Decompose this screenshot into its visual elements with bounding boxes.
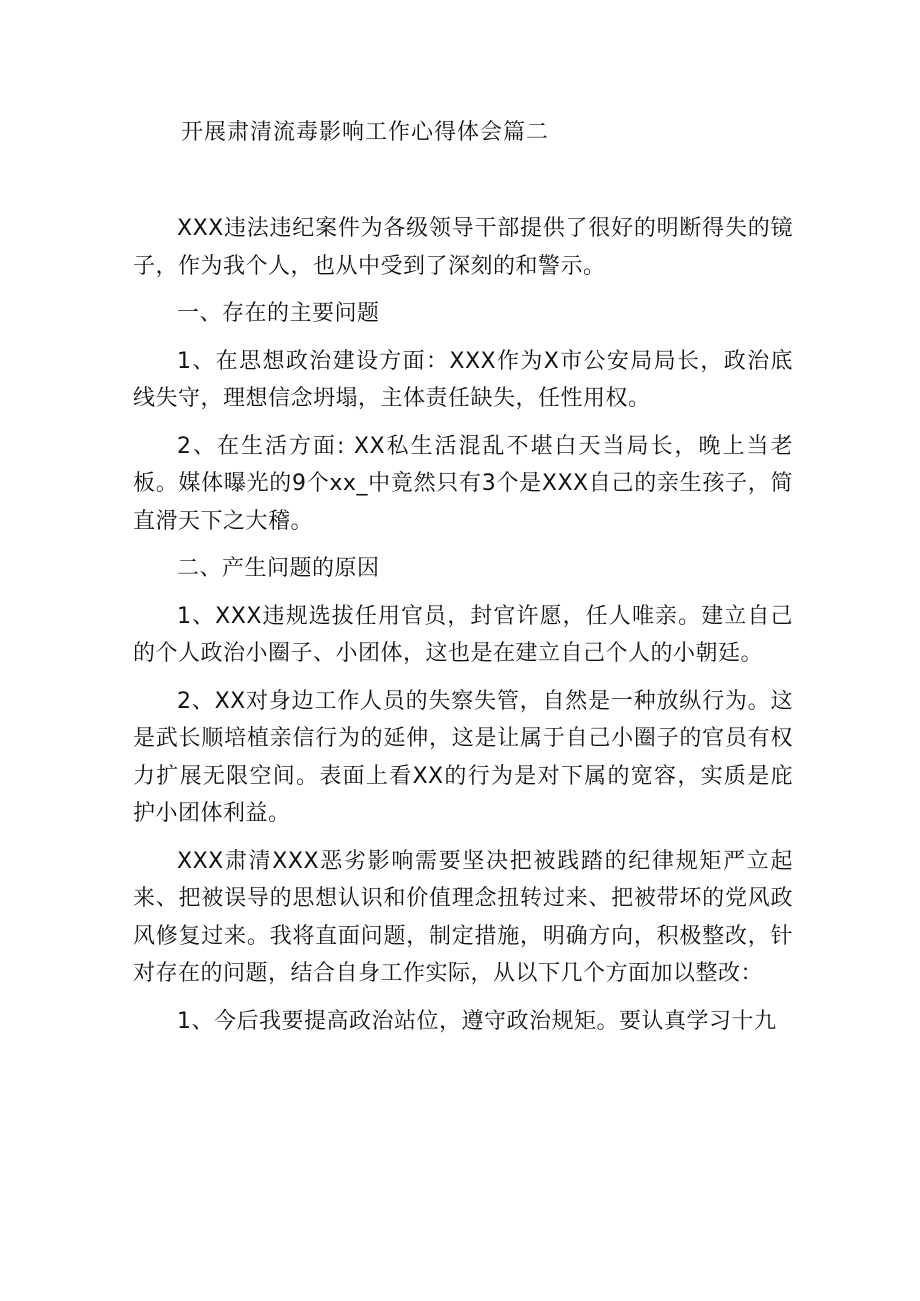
- document-title: 开展肃清流毒影响工作心得体会篇二: [181, 120, 550, 145]
- paragraph-measure-1: 1、今后我要提高政治站位，遵守政治规矩。要认真学习十九: [177, 1008, 777, 1034]
- paragraph-cause-1: 1、XXX违规选拔任用官员，封官许愿，任人唯亲。建立自己的个人政治小圈子、小团体，这也是在建立自己个人的小朝廷。: [133, 603, 793, 666]
- paragraph-problem-1: 1、在思想政治建设方面：XXX作为X市公安局局长，政治底线失守，理想信念坍塌，主体责任缺失，任性用权。: [133, 348, 793, 411]
- paragraph-rectification: XXX肃清XXX恶劣影响需要坚决把被践踏的纪律规矩严立起来、把被误导的思想认识和价值理念扭转过来、把被带坏的党风政风修复过来。我将直面问题，制定措施，明确方向，积极整改，针对存在的问题，结合自身工作实际，从以下几个方面加以整改：: [133, 848, 793, 986]
- paragraph-intro: XXX违法违纪案件为各级领导干部提供了很好的明断得失的镜子，作为我个人，也从中受到了深刻的和警示。: [133, 216, 793, 279]
- section-heading-causes: 二、产生问题的原因: [177, 556, 380, 581]
- section-heading-problems: 一、存在的主要问题: [177, 301, 380, 326]
- document-body: [133, 210, 793, 1050]
- paragraph-problem-2: 2、在生活方面: XX私生活混乱不堪白天当局长，晚上当老板。媒体曝光的9个xx_中竟然只有3个是XXX自己的亲生孩子，简直滑天下之大稽。: [133, 433, 793, 534]
- paragraph-cause-2: 2、XX对身边工作人员的失察失管，自然是一种放纵行为。这是武长顺培植亲信行为的延伸，这是让属于自己小圈子的官员有权力扩展无限空间。表面上看XX的行为是对下属的宽容，实质是庇护小团体利益。: [133, 688, 793, 826]
